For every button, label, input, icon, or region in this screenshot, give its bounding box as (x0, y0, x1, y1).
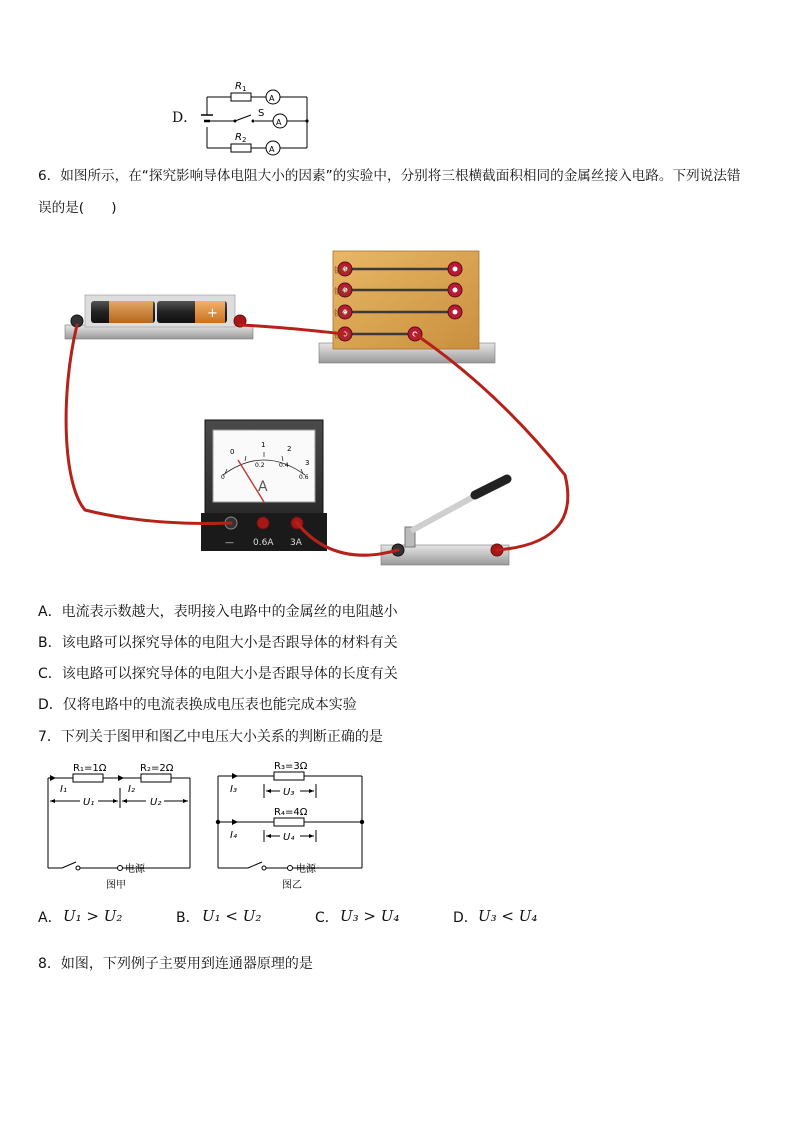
q7-option-b-letter: B． (176, 910, 200, 926)
q7-figure-b (208, 758, 373, 893)
fig-a-u2: U₂ (150, 797, 162, 808)
svg-text:+: + (207, 306, 218, 321)
scale-top-1: 1 (261, 441, 266, 449)
q7-stem: 7．下列关于图甲和图乙中电压大小关系的判断正确的是 (38, 729, 383, 745)
q5-ammeter-a: A (276, 118, 282, 127)
fig-b-i3: I₃ (230, 784, 237, 795)
board-label-1: 锰铜 (334, 266, 350, 275)
q7-option-d-expr: U₃ < U₄ (478, 907, 538, 925)
q8-stem: 8．如图，下列例子主要用到连通器原理的是 (38, 956, 313, 972)
scale-bot-2: 0.4 (279, 462, 289, 469)
q5-r1-sub: 1 (242, 85, 247, 93)
fig-b-source: 电源 (296, 864, 316, 875)
terminal-0-6a: 0.6A (253, 538, 274, 548)
q7-option-c-expr: U₃ > U₄ (340, 907, 400, 925)
fig-a-caption: 图甲 (106, 880, 126, 891)
q5-r2-sub: 2 (242, 136, 247, 144)
scale-top-2: 2 (287, 445, 292, 453)
q6-experiment-apparatus (55, 245, 595, 575)
q7-option-a-expr: U₁ > U₂ (63, 907, 123, 925)
board-label-4: 镍铬 (334, 331, 350, 340)
q6-option-b: B．该电路可以探究导体的电阻大小是否跟导体的材料有关 (38, 635, 398, 651)
scale-bot-1: 0.2 (255, 462, 265, 469)
q7-option-a-letter: A． (38, 910, 62, 926)
fig-b-u3: U₃ (283, 787, 295, 798)
battery-holder (65, 295, 253, 339)
q7-option-b-expr: U₁ < U₂ (202, 907, 262, 925)
scale-bot-3: 0.6 (299, 474, 309, 481)
fig-a-source: 电源 (125, 864, 145, 875)
fig-b-r3: R₃=3Ω (274, 761, 308, 772)
q6-stem-line1: 6．如图所示，在“探究影响导体电阻大小的因素”的实验中，分别将三根横截面积相同的金属丝接入电路。下列说法错 (38, 168, 741, 184)
fig-a-r2: R₂=2Ω (140, 763, 174, 774)
fig-b-r4: R₄=4Ω (274, 807, 308, 818)
ammeter-unit: A (258, 479, 268, 495)
q6-stem-line2: 误的是( ) (38, 200, 117, 216)
fig-b-u4: U₄ (283, 832, 295, 843)
q6-option-d: D．仅将电路中的电流表换成电压表也能完成本实验 (38, 697, 357, 713)
q5-circuit-diagram (195, 74, 320, 158)
q5-r1-label: R (235, 81, 242, 92)
fig-a-r1: R₁=1Ω (73, 763, 107, 774)
q6-option-a: A．电流表示数越大，表明接入电路中的金属丝的电阻越小 (38, 604, 398, 620)
q5-switch-label: S (258, 108, 265, 119)
q5-r2-label: R (235, 132, 242, 143)
q7-option-d-letter: D． (453, 910, 478, 926)
terminal-3a: 3A (290, 538, 302, 548)
q5-ammeter-a2: A (269, 145, 275, 154)
scale-top-0: 0 (230, 448, 235, 456)
q5-option-d-label: D． (172, 110, 198, 126)
q7-figure-a (40, 758, 200, 893)
resistance-wire-board (319, 251, 495, 363)
fig-b-i4: I₄ (230, 830, 237, 841)
fig-a-i1: I₁ (60, 784, 67, 795)
ammeter (201, 420, 327, 551)
q6-option-c: C．该电路可以探究导体的电阻大小是否跟导体的长度有关 (38, 666, 398, 682)
knife-switch (381, 479, 509, 565)
board-label-2: 锰铜 (334, 287, 350, 296)
q5-ammeter-a1: A (269, 94, 275, 103)
scale-top-3: 3 (305, 459, 310, 467)
terminal-minus: — (225, 538, 234, 548)
fig-a-i2: I₂ (128, 784, 135, 795)
fig-b-caption: 图乙 (282, 880, 302, 891)
scale-bot-0: 0 (221, 474, 225, 481)
fig-a-u1: U₁ (83, 797, 95, 808)
board-label-3: 镍铬 (334, 309, 350, 318)
q7-option-c-letter: C． (315, 910, 339, 926)
